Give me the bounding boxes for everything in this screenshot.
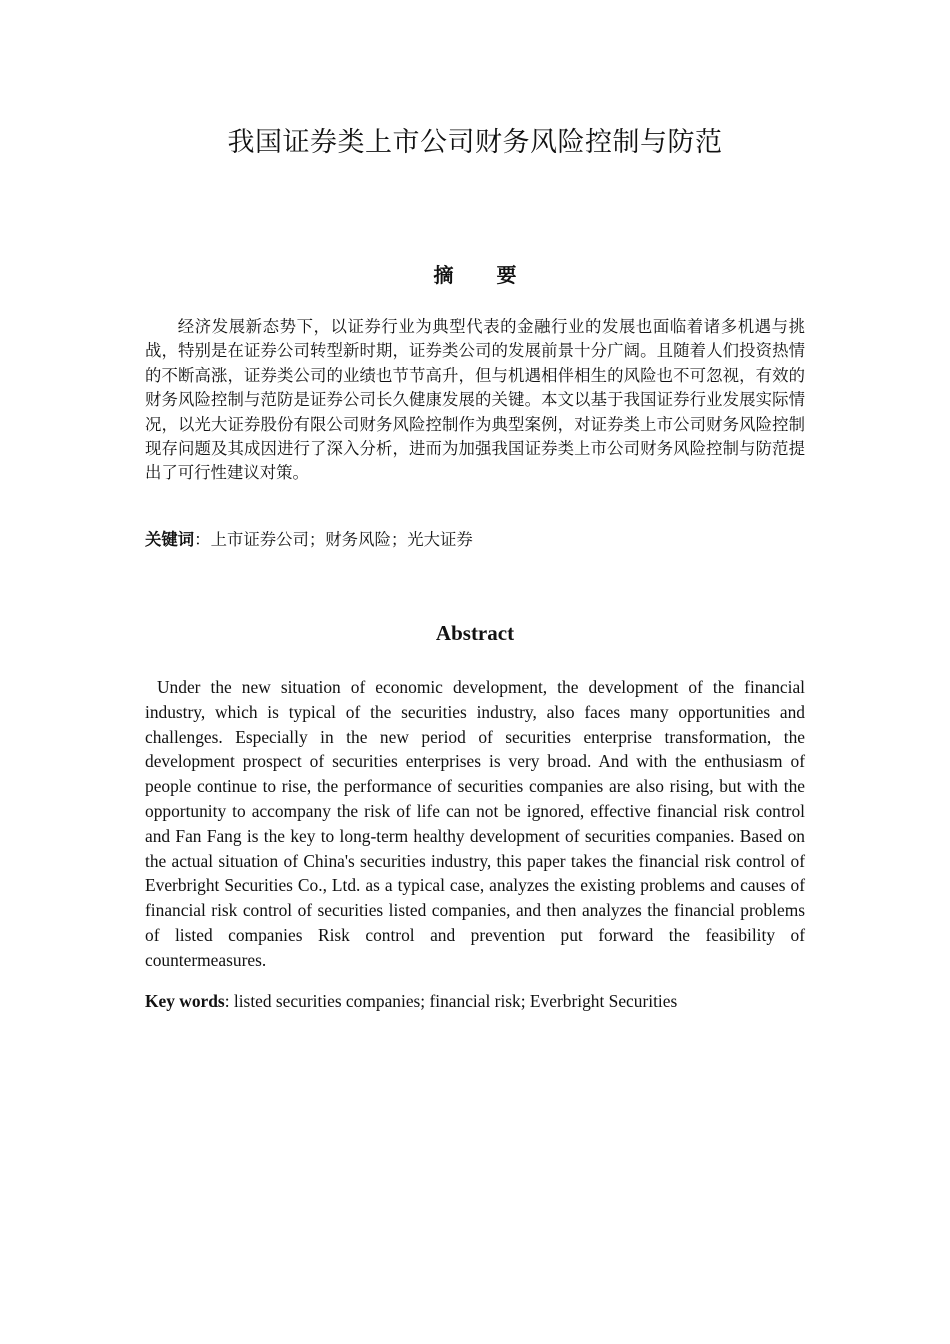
keywords-en-values: listed securities companies; financial risk; Everbright Securities bbox=[233, 991, 678, 1011]
keywords-en bbox=[145, 989, 805, 1014]
keywords-cn-label: 关键词 bbox=[145, 530, 195, 549]
keywords-cn-values: 上市证券公司；财务风险；光大证券 bbox=[210, 530, 473, 549]
keywords-cn-separator: ： bbox=[194, 530, 211, 549]
abstract-cn-body: 经济发展新态势下，以证券行业为典型代表的金融行业的发展也面临着诸多机遇与挑战，特别是在证券公司转型新时期，证券类公司的发展前景十分广阔。且随着人们投资热情的不断高涨，证券类公司的业绩也节节高升，但与机遇相伴相生的风险也不可忽视，有效的财务风险控制与范防是证券公司长久健康发展的关键。本文以基于我国证券行业发展实际情况，以光大证券股份有限公司财务风险控制作为典型案例，对证券类上市公司财务风险控制现存问题及其成因进行了深入分析，进而为加强我国证券类上市公司财务风险控制与防范提出了可行性建议对策。 bbox=[145, 317, 805, 483]
keywords-en-label: Key words bbox=[145, 991, 225, 1011]
keywords-en-separator: : bbox=[224, 991, 234, 1011]
document-title: 我国证券类上市公司财务风险控制与防范 bbox=[227, 127, 723, 158]
keywords-cn bbox=[145, 528, 805, 552]
abstract-cn-heading: 摘 要 bbox=[433, 263, 535, 287]
abstract-en-heading: Abstract bbox=[435, 621, 515, 645]
abstract-en-body: Under the new situation of economic development, the development of the financial industry, which is typical of the securities industry, also faces many opportunities and challenges. Especially in the new period of securities enterprise transformation, the development prospect of securities enterprises is very broad. And with the enthusiasm of people continue to rise, the performance of securities companies are also rising, but with the opportunity to accompany the risk of life can not be ignored, effective financial risk control and Fan Fang is the key to long-term healthy development of securities companies. Based on the actual situation of China's securities industry, this paper takes the financial risk control of Everbright Securities Co., Ltd. as a typical case, analyzes the existing problems and causes of financial risk control of securities listed companies, and then analyzes the financial problems of listed companies Risk control and prevention put forward the feasibility of countermeasures. bbox=[145, 677, 805, 970]
